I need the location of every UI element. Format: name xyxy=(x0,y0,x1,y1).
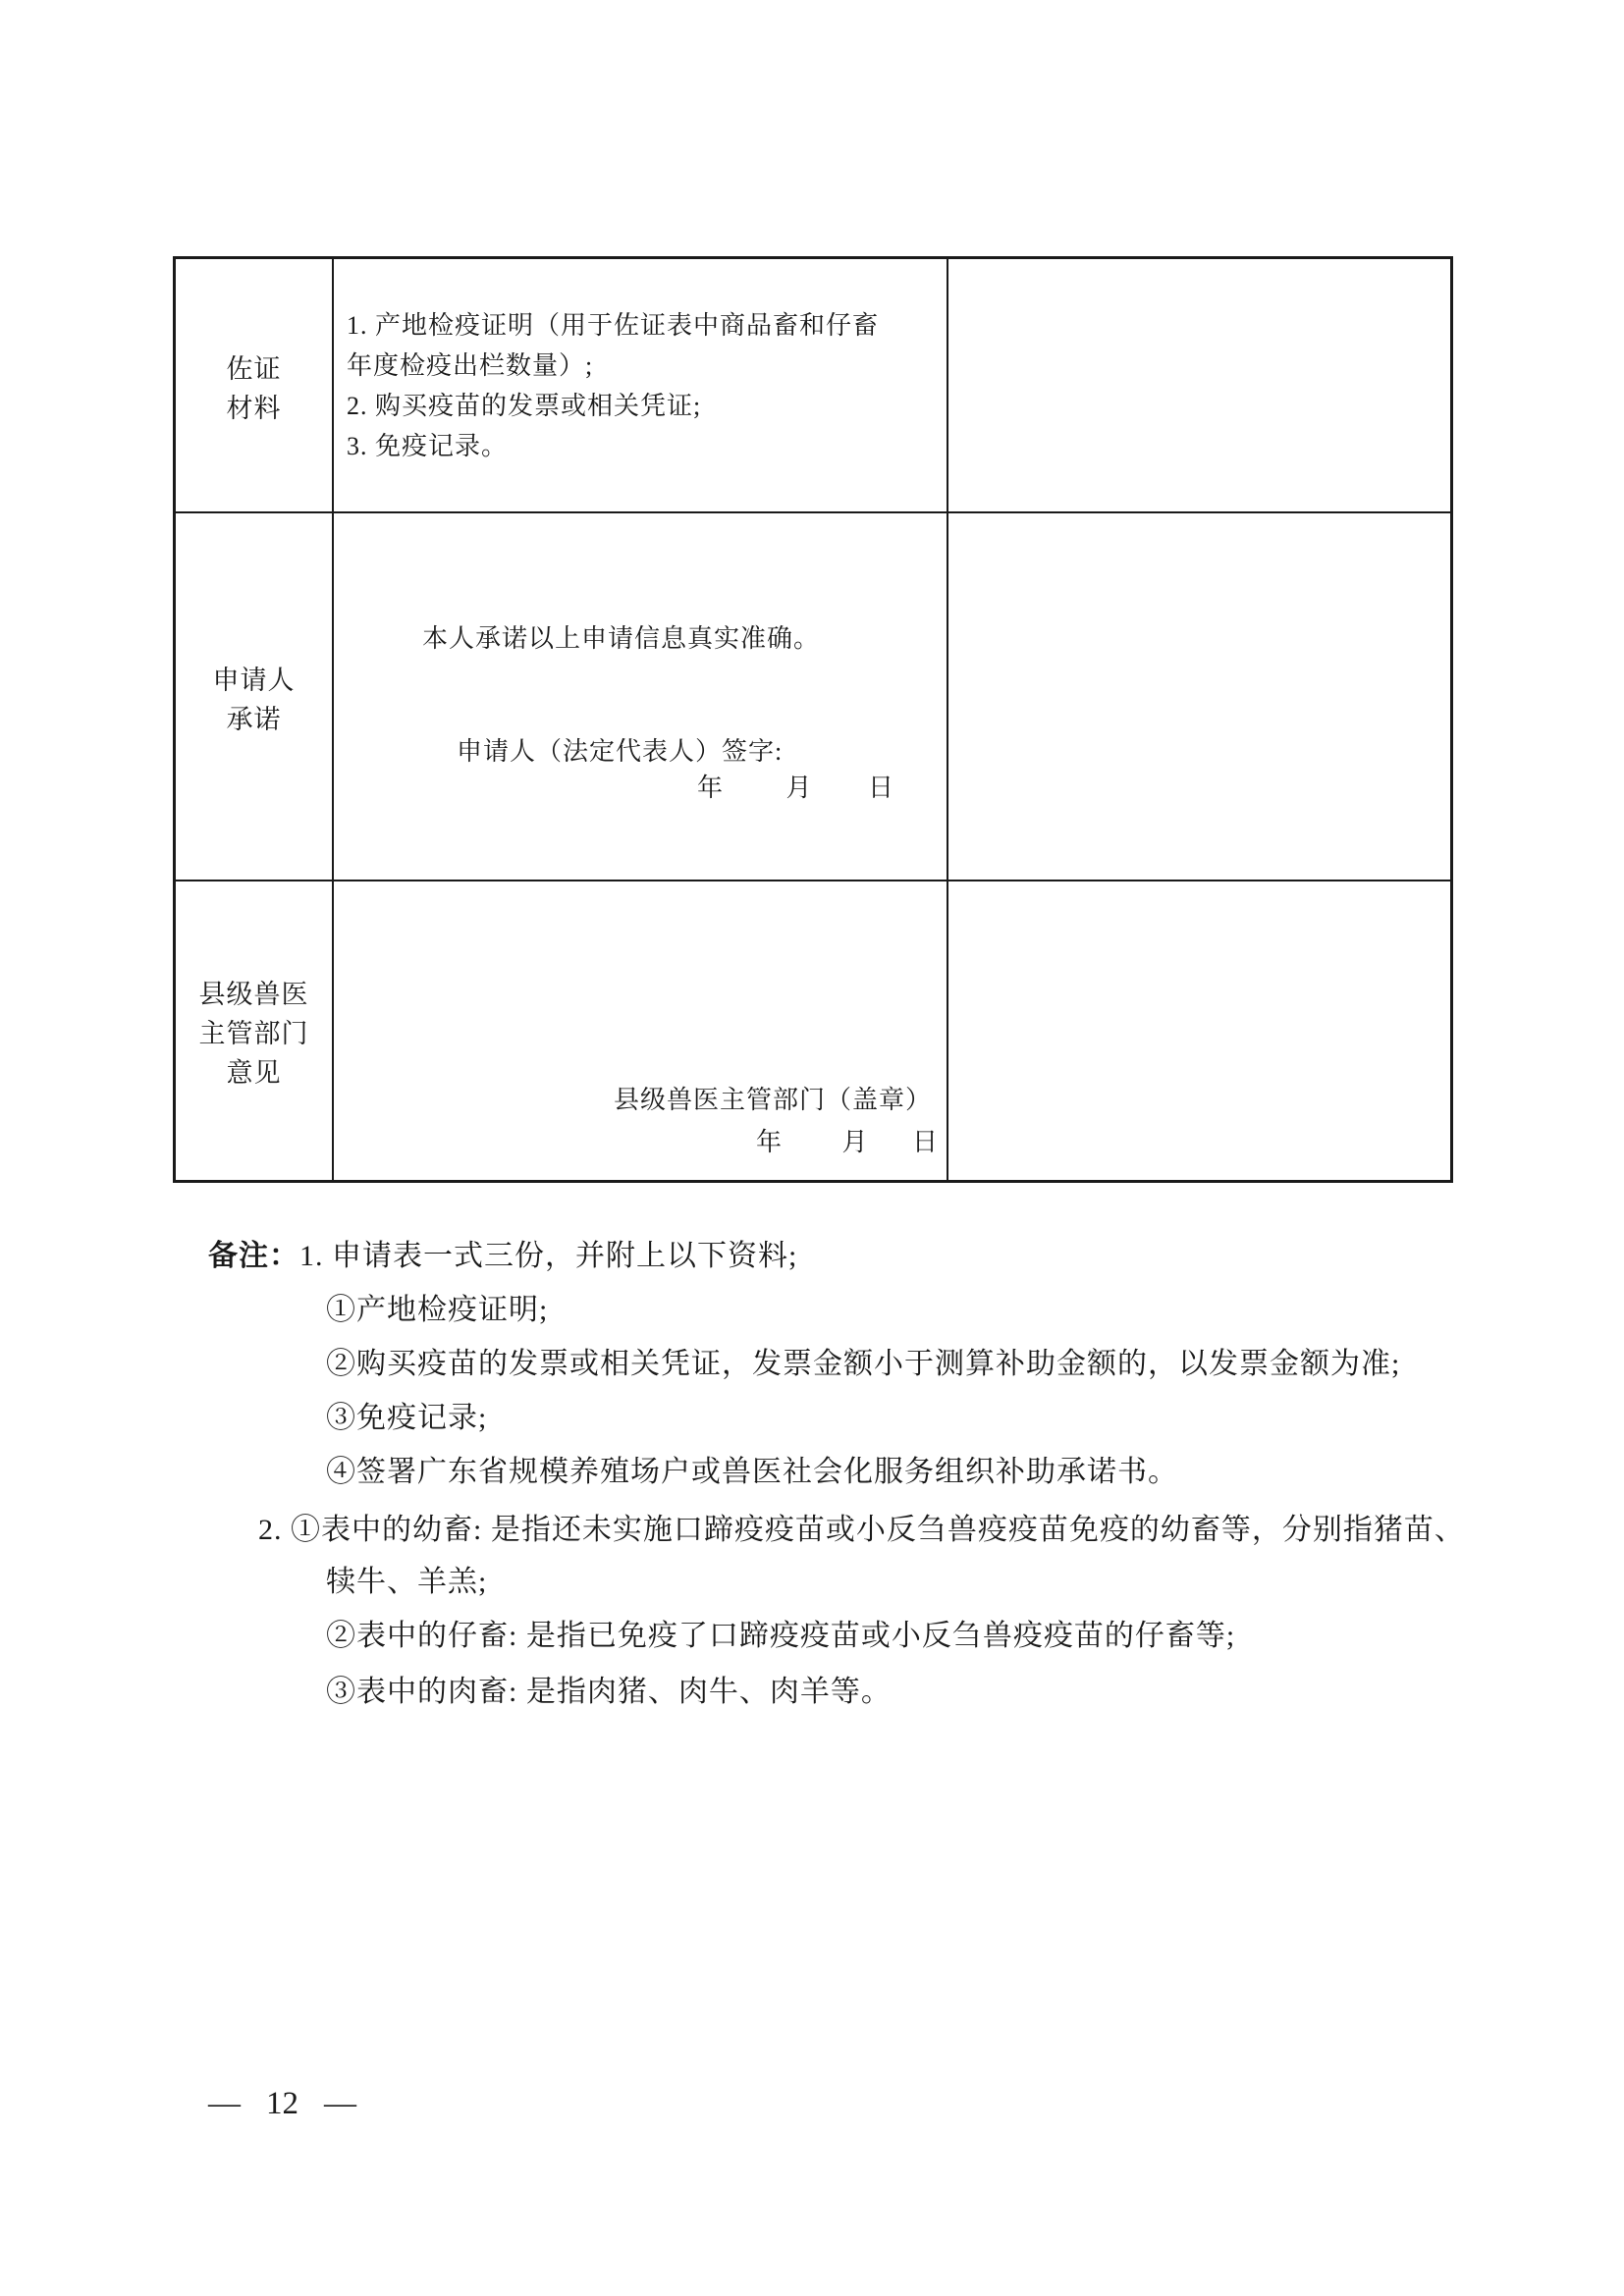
promise-statement: 本人承诺以上申请信息真实准确。 xyxy=(422,624,821,653)
evidence-list xyxy=(334,259,947,511)
page-number-right-dash: — xyxy=(324,2086,356,2121)
note2-item-2: ②表中的仔畜: 是指已免疫了口蹄疫疫苗或小反刍兽疫疫苗的仔畜等; xyxy=(326,1620,1236,1652)
label-line: 县级兽医 xyxy=(198,980,309,1009)
label-line: 佐证 xyxy=(226,353,282,384)
date-day-label: 日 xyxy=(912,1128,940,1156)
page-number-left-dash: — xyxy=(208,2086,241,2121)
label-line: 意见 xyxy=(226,1058,282,1088)
label-line: 承诺 xyxy=(226,704,282,734)
page-number xyxy=(208,2085,356,2122)
notes-heading: 备注： xyxy=(208,1240,299,1272)
page-number-value: 12 xyxy=(266,2086,298,2121)
cell-empty-applicant-promise xyxy=(948,513,1450,881)
date-year-label: 年 xyxy=(697,774,725,802)
row-label-authority-opinion xyxy=(176,881,334,1180)
date-day-label: 日 xyxy=(868,774,895,802)
note1-intro: 1. 申请表一式三份，并附上以下资料; xyxy=(299,1240,798,1272)
note2-item-3: ③表中的肉畜: 是指肉猪、肉牛、肉羊等。 xyxy=(326,1676,892,1708)
cell-empty-supporting-materials xyxy=(948,259,1450,513)
cell-supporting-materials-content xyxy=(334,259,948,513)
date-month-label: 月 xyxy=(841,1128,869,1156)
row-label-supporting-materials xyxy=(176,259,334,513)
evidence-item: 2. 购买疫苗的发票或相关凭证; xyxy=(347,391,702,420)
note1-item-4: ④签署广东省规模养殖场户或兽医社会化服务组织补助承诺书。 xyxy=(326,1456,1178,1488)
application-form-table xyxy=(173,256,1453,1183)
note-line-1 xyxy=(208,1238,797,1275)
evidence-item-wrap: 年度检疫出栏数量）; xyxy=(347,350,594,380)
note2-intro: 2. ①表中的幼畜: 是指还未实施口蹄疫疫苗或小反刍兽疫疫苗免疫的幼畜等，分别指猪苗、 xyxy=(258,1514,1465,1546)
note1-item-2: ②购买疫苗的发票或相关凭证，发票金额小于测算补助金额的，以发票金额为准; xyxy=(326,1348,1401,1380)
evidence-item: 3. 免疫记录。 xyxy=(347,431,509,460)
signature-label: 申请人（法定代表人）签字: xyxy=(457,737,784,766)
date-year-label: 年 xyxy=(756,1128,784,1156)
note2-continuation: 犊牛、羊羔; xyxy=(326,1566,488,1598)
cell-applicant-promise-content xyxy=(334,513,948,881)
evidence-item: 1. 产地检疫证明（用于佐证表中商品畜和仔畜 xyxy=(347,310,880,340)
label-line: 申请人 xyxy=(212,665,296,695)
stamp-label: 县级兽医主管部门（盖章） xyxy=(614,1086,933,1114)
promise-date-line xyxy=(334,772,894,805)
cell-authority-opinion-content xyxy=(334,881,948,1180)
opinion-date-line xyxy=(334,1126,939,1159)
cell-empty-authority-opinion xyxy=(948,881,1450,1180)
label-line: 主管部门 xyxy=(198,1019,309,1048)
row-label-applicant-promise xyxy=(176,513,334,881)
date-month-label: 月 xyxy=(785,774,813,802)
note1-item-3: ③免疫记录; xyxy=(326,1402,488,1434)
note1-item-1: ①产地检疫证明; xyxy=(326,1294,549,1326)
label-line: 材料 xyxy=(226,393,282,423)
